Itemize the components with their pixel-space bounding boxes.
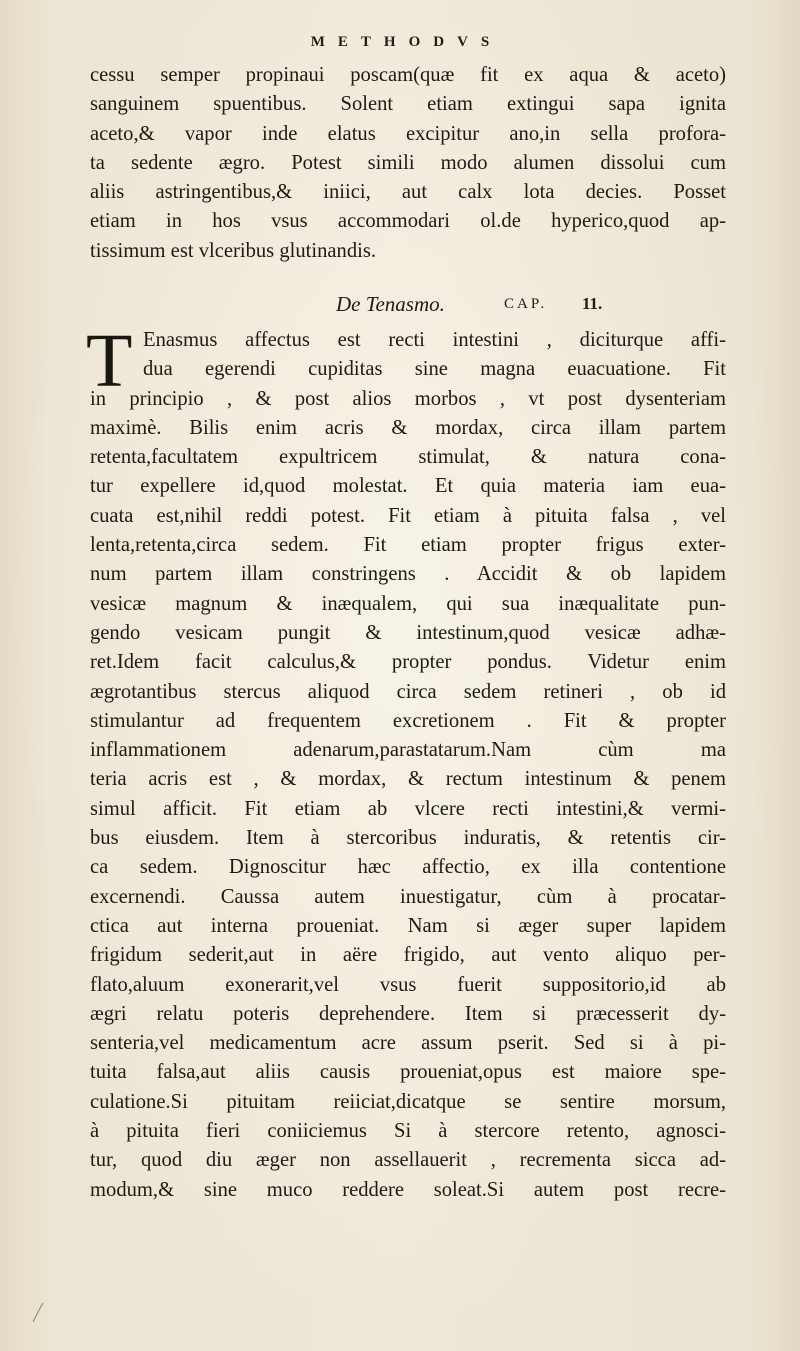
stray-ink-mark: [30, 1300, 46, 1324]
chapter-title: De Tenasmo.: [336, 292, 445, 316]
text-line: frigidum sederit,aut in aëre frigido, aut vento aliquo per-: [90, 944, 726, 967]
text-line: simul afficit. Fit etiam ab vlcere recti intestini,& vermi-: [90, 797, 726, 820]
text-line: aliis astringentibus,& iniici, aut calx lota decies. Posset: [90, 181, 726, 204]
text-line: gendo vesicam pungit & intestinum,quod vesicæ adhæ-: [90, 621, 726, 644]
text-line: cessu semper propinaui poscam(quæ fit ex aqua & aceto): [90, 64, 726, 86]
text-line: excernendi. Caussa autem inuestigatur, cùm à procatar-: [90, 885, 726, 908]
text-line: ca sedem. Dignoscitur hæc affectio, ex illa contentione: [90, 856, 726, 879]
text-line: lenta,retenta,circa sedem. Fit etiam propter frigus exter-: [90, 534, 726, 557]
text-line: tur expellere id,quod molestat. Et quia materia iam eua-: [90, 475, 726, 498]
text-line: dua egerendi cupiditas sine magna euacuatione. Fit: [143, 358, 726, 381]
text-line: à pituita fieri coniiciemus Si à stercore retento, agnosci-: [90, 1120, 726, 1143]
text-line: maximè. Bilis enim acris & mordax, circa illam partem: [90, 416, 726, 439]
text-line: modum,& sine muco reddere soleat.Si autem post recre-: [90, 1178, 726, 1201]
text-line: tuita falsa,aut aliis causis proueniat,opus est maiore spe-: [90, 1061, 726, 1084]
text-line: ægrotantibus stercus aliquod circa sedem retineri , ob id: [90, 680, 726, 703]
text-line: flato,aluum exonerarit,vel vsus fuerit suppositorio,id ab: [90, 973, 726, 996]
text-line: num partem illam constringens . Accidit & ob lapidem: [90, 563, 726, 586]
text-line: bus eiusdem. Item à stercoribus induratis, & retentis cir-: [90, 827, 726, 850]
text-line: vesicæ magnum & inæqualem, qui sua inæqualitate pun-: [90, 592, 726, 615]
text-line: tissimum est vlceribus glutinandis.: [90, 239, 377, 262]
main-paragraph: [90, 326, 726, 1205]
text-line: sanguinem spuentibus. Solent etiam extingui sapa ignita: [90, 93, 726, 116]
drop-cap-initial: T: [86, 319, 133, 403]
text-line: ta sedente ægro. Potest simili modo alumen dissolui cum: [90, 151, 726, 174]
text-line: in principio , & post alios morbos , vt post dysenteriam: [90, 387, 726, 410]
text-line: senteria,vel medicamentum acre assum pserit. Sed si à pi-: [90, 1032, 726, 1055]
text-line: teria acris est , & mordax, & rectum intestinum & penem: [90, 768, 726, 791]
text-line: ægri relatu poteris deprehendere. Item si præcesserit dy-: [90, 1002, 726, 1025]
text-line: stimulantur ad frequentem excretionem . Fit & propter: [90, 709, 726, 732]
text-line: culatione.Si pituitam reiiciat,dicatque se sentire morsum,: [90, 1090, 726, 1113]
text-line: ret.Idem facit calculus,& propter pondus. Videtur enim: [90, 651, 726, 674]
text-line: retenta,facultatem expultricem stimulat, & natura cona-: [90, 446, 726, 469]
chapter-label: CAP.: [504, 296, 548, 312]
text-line: Enasmus affectus est recti intestini , diciturque affi-: [143, 329, 726, 351]
top-paragraph: [90, 61, 726, 266]
text-line: etiam in hos vsus accommodari ol.de hyperico,quod ap-: [90, 210, 726, 233]
text-line: cuata est,nihil reddi potest. Fit etiam à pituita falsa , vel: [90, 504, 726, 527]
text-line: inflammationem adenarum,parastatarum.Nam cùm ma: [90, 739, 726, 762]
text-line: tur, quod diu æger non assellauerit , recrementa sicca ad-: [90, 1149, 726, 1172]
running-header: METHODVS: [310, 34, 503, 50]
text-line: ctica aut interna proueniat. Nam si æger super lapidem: [90, 914, 726, 937]
chapter-number: 11.: [582, 294, 603, 313]
text-line: aceto,& vapor inde elatus excipitur ano,in sella profora-: [90, 122, 726, 145]
